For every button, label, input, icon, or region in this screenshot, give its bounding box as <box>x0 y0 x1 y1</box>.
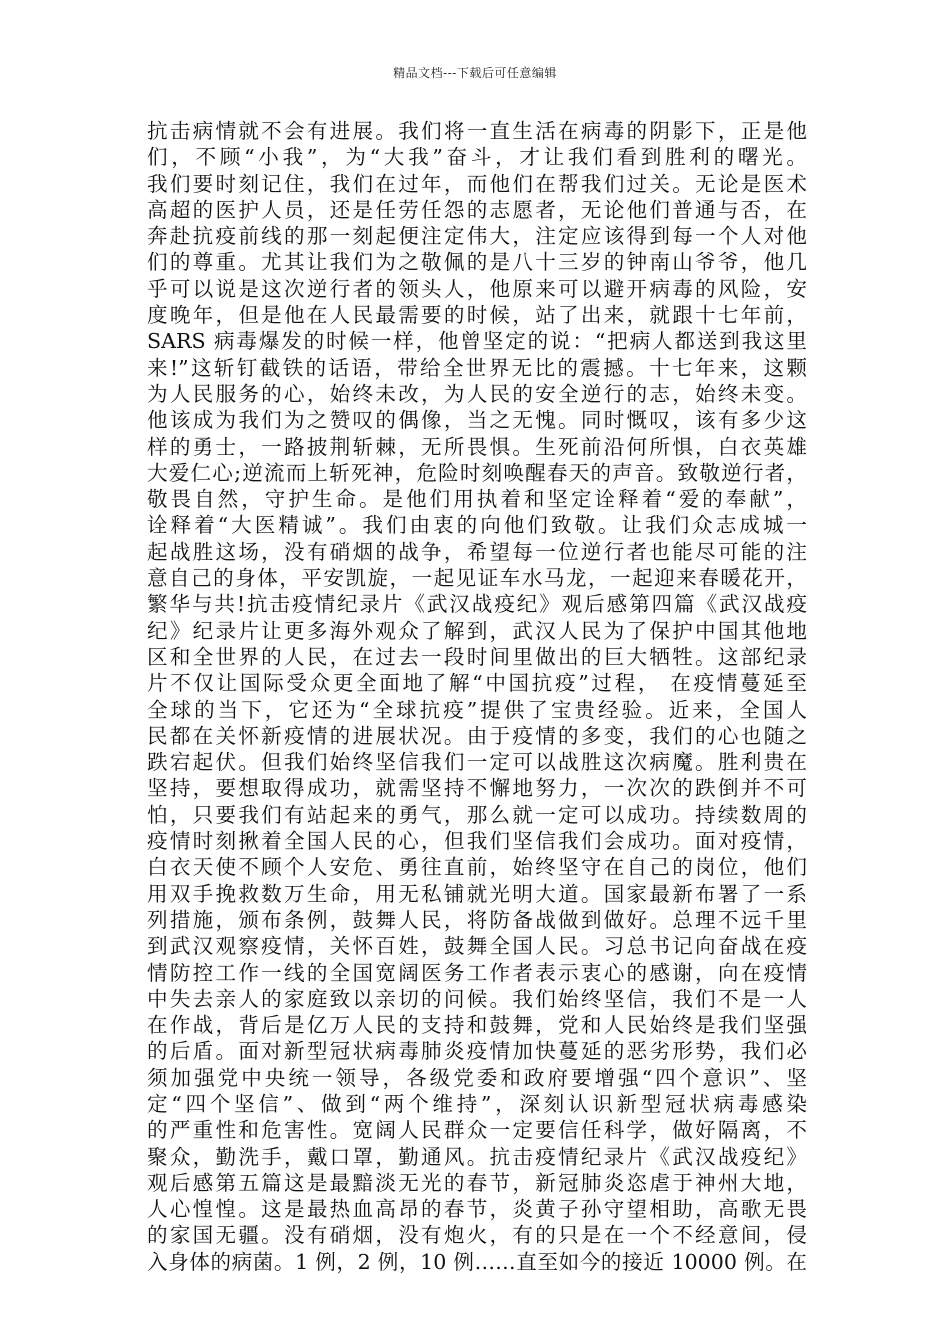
text-line: 度晚年，但是他在人民最需要的时候，站了出来，就跟十七年前， <box>147 303 807 328</box>
text-line: 白衣天使不顾个人安危、勇往直前，始终坚守在自己的岗位，他们 <box>147 855 807 880</box>
text-line: 来!”这斩钉截铁的话语，带给全世界无比的震撼。十七年来，这颗 <box>147 355 807 380</box>
text-line: 定“四个坚信”、做到“两个维持”，深刻认识新型冠状病毒感染 <box>147 1091 807 1116</box>
text-line: 们的尊重。尤其让我们为之敬佩的是八十三岁的钟南山爷爷，他几 <box>147 250 807 275</box>
text-line: 入身体的病菌。1 例，2 例，10 例……直至如今的接近 10000 例。在 <box>147 1249 807 1274</box>
text-line: 区和全世界的人民，在过去一段时间里做出的巨大牺牲。这部纪录 <box>147 644 807 669</box>
text-line: 大爱仁心;逆流而上斩死神，危险时刻唤醒春天的声音。致敬逆行者， <box>147 460 807 485</box>
text-line: 须加强党中央统一领导，各级党委和政府要增强“四个意识”、坚 <box>147 1065 807 1090</box>
text-line: 的后盾。面对新型冠状病毒肺炎疫情加快蔓延的恶劣形势，我们必 <box>147 1039 807 1064</box>
document-body <box>147 118 807 1275</box>
text-line: 纪》纪录片让更多海外观众了解到，武汉人民为了保护中国其他地 <box>147 618 807 643</box>
text-line: 为人民服务的心，始终未改，为人民的安全逆行的志，始终未变。 <box>147 381 807 406</box>
text-line: 到武汉观察疫情，关怀百姓，鼓舞全国人民。习总书记向奋战在疫 <box>147 934 807 959</box>
text-line: 怕，只要我们有站起来的勇气，那么就一定可以成功。持续数周的 <box>147 802 807 827</box>
text-line: 高超的医护人员，还是任劳任怨的志愿者，无论他们普通与否，在 <box>147 197 807 222</box>
text-line: 奔赴抗疫前线的那一刻起便注定伟大，注定应该得到每一个人对他 <box>147 224 807 249</box>
text-line: 观后感第五篇这是最黯淡无光的春节，新冠肺炎恣虐于神州大地， <box>147 1170 807 1195</box>
text-line: 意自己的身体，平安凯旋，一起见证车水马龙，一起迎来春暖花开， <box>147 566 807 591</box>
text-line: 样的勇士，一路披荆斩棘，无所畏惧。生死前沿何所惧，白衣英雄 <box>147 434 807 459</box>
text-line: 在作战，背后是亿万人民的支持和鼓舞，党和人民始终是我们坚强 <box>147 1013 807 1038</box>
text-line: 坚持，要想取得成功，就需坚持不懈地努力，一次次的跌倒并不可 <box>147 776 807 801</box>
text-line: 我们要时刻记住，我们在过年，而他们在帮我们过关。无论是医术 <box>147 171 807 196</box>
text-line: 中失去亲人的家庭致以亲切的问候。我们始终坚信，我们不是一人 <box>147 986 807 1011</box>
text-line: 的家国无疆。没有硝烟，没有炮火，有的只是在一个不经意间，侵 <box>147 1223 807 1248</box>
text-line: SARS 病毒爆发的时候一样，他曾坚定的说：“把病人都送到我这里 <box>147 329 807 354</box>
page-header: 精品文档---下载后可任意编辑 <box>393 66 557 80</box>
text-line: 疫情时刻揪着全国人民的心，但我们坚信我们会成功。面对疫情， <box>147 829 807 854</box>
text-line: 全球的当下，它还为“全球抗疫”提供了宝贵经验。近来，全国人 <box>147 697 807 722</box>
text-line: 们，不顾“小我”，为“大我”奋斗，才让我们看到胜利的曙光。 <box>147 145 807 170</box>
text-line: 片不仅让国际受众更全面地了解“中国抗疫”过程， 在疫情蔓延至 <box>147 671 807 696</box>
text-line: 的严重性和危害性。宽阔人民群众一定要信任科学，做好隔离，不 <box>147 1118 807 1143</box>
text-line: 敬畏自然，守护生命。是他们用执着和坚定诠释着“爱的奉献”， <box>147 487 807 512</box>
text-line: 列措施，颁布条例，鼓舞人民，将防备战做到做好。总理不远千里 <box>147 907 807 932</box>
text-line: 乎可以说是这次逆行者的领头人，他原来可以避开病毒的风险，安 <box>147 276 807 301</box>
text-line: 人心惶惶。这是最热血高昂的春节，炎黄子孙守望相助，高歌无畏 <box>147 1197 807 1222</box>
text-line: 诠释着“大医精诚”。我们由衷的向他们致敬。让我们众志成城一 <box>147 513 807 538</box>
text-line: 用双手挽救数万生命，用无私铺就光明大道。国家最新布署了一系 <box>147 881 807 906</box>
text-line: 跌宕起伏。但我们始终坚信我们一定可以战胜这次病魔。胜利贵在 <box>147 750 807 775</box>
text-line: 情防控工作一线的全国宽阔医务工作者表示衷心的感谢，向在疫情 <box>147 960 807 985</box>
text-line: 民都在关怀新疫情的进展状况。由于疫情的多变，我们的心也随之 <box>147 723 807 748</box>
text-line: 他该成为我们为之赞叹的偶像，当之无愧。同时慨叹，该有多少这 <box>147 408 807 433</box>
text-line: 抗击病情就不会有进展。我们将一直生活在病毒的阴影下，正是他 <box>147 119 807 143</box>
text-line: 起战胜这场，没有硝烟的战争，希望每一位逆行者也能尽可能的注 <box>147 539 807 564</box>
text-line: 聚众，勤洗手，戴口罩，勤通风。抗击疫情纪录片《武汉战疫纪》 <box>147 1144 807 1169</box>
text-line: 繁华与共!抗击疫情纪录片《武汉战疫纪》观后感第四篇《武汉战疫 <box>147 592 807 617</box>
